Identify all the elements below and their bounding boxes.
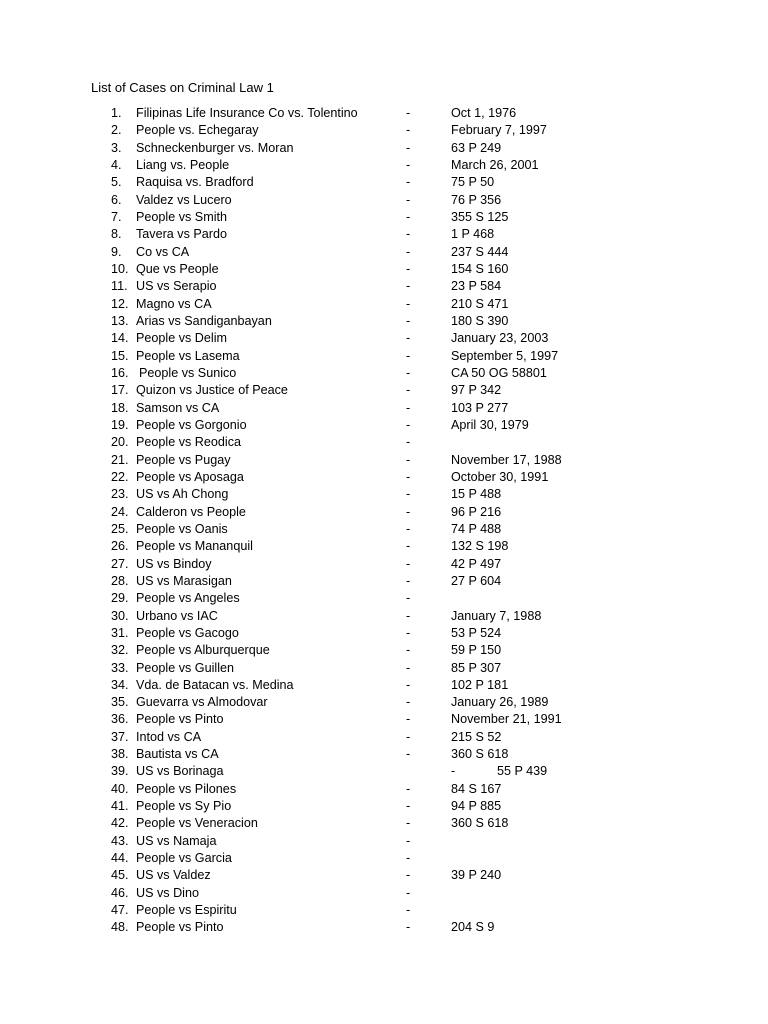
case-row — [0, 538, 768, 555]
case-number: 28. — [111, 573, 129, 588]
case-citation: 27 P 604 — [451, 573, 502, 588]
case-citation: September 5, 1997 — [451, 348, 559, 363]
case-name: People vs Veneracion — [136, 816, 258, 831]
case-separator: - — [406, 331, 411, 346]
case-separator: - — [406, 556, 411, 571]
case-row — [0, 296, 768, 313]
case-row — [0, 486, 768, 503]
case-separator: - — [406, 521, 411, 536]
case-number: 8. — [111, 227, 122, 242]
case-separator: - — [406, 296, 411, 311]
case-citation: 210 S 471 — [451, 296, 509, 311]
case-number: 16. — [111, 365, 129, 380]
case-number: 23. — [111, 487, 129, 502]
case-name: Co vs CA — [136, 244, 190, 259]
case-citation: 360 S 618 — [451, 816, 509, 831]
case-citation: 355 S 125 — [451, 209, 509, 224]
case-name: People vs Garcia — [136, 851, 232, 866]
case-number: 7. — [111, 209, 122, 224]
case-name: People vs Pinto — [136, 920, 224, 935]
case-separator: - — [406, 279, 411, 294]
case-row — [0, 919, 768, 936]
case-number: 44. — [111, 851, 129, 866]
case-number: 45. — [111, 868, 129, 883]
case-number: 9. — [111, 244, 122, 259]
case-row — [0, 365, 768, 382]
case-separator: - — [406, 192, 411, 207]
case-separator: - — [406, 729, 411, 744]
case-citation-extra: 55 P 439 — [497, 764, 548, 779]
case-separator: - — [406, 365, 411, 380]
case-row — [0, 677, 768, 694]
case-name: Guevarra vs Almodovar — [136, 695, 268, 710]
case-name: Que vs People — [136, 261, 219, 276]
case-citation: 59 P 150 — [451, 643, 502, 658]
case-separator: - — [406, 469, 411, 484]
case-row — [0, 521, 768, 538]
case-separator: - — [406, 504, 411, 519]
case-citation: 215 S 52 — [451, 729, 502, 744]
case-name: Arias vs Sandiganbayan — [136, 313, 272, 328]
case-citation: April 30, 1979 — [451, 417, 529, 432]
case-number: 43. — [111, 833, 129, 848]
case-number: 38. — [111, 747, 129, 762]
case-row — [0, 798, 768, 815]
case-name: People vs Pinto — [136, 712, 224, 727]
case-number: 26. — [111, 539, 129, 554]
case-citation: March 26, 2001 — [451, 157, 539, 172]
case-number: 18. — [111, 400, 129, 415]
case-name: People vs. Echegaray — [136, 123, 259, 138]
case-name: Intod vs CA — [136, 729, 202, 744]
case-number: 25. — [111, 521, 129, 536]
case-citation: February 7, 1997 — [451, 123, 547, 138]
case-number: 35. — [111, 695, 129, 710]
case-row — [0, 729, 768, 746]
case-name: People vs Alburquerque — [136, 643, 270, 658]
case-row — [0, 504, 768, 521]
case-row — [0, 192, 768, 209]
case-name: US vs Namaja — [136, 833, 217, 848]
case-separator: - — [406, 244, 411, 259]
case-number: 14. — [111, 331, 129, 346]
case-citation: 1 P 468 — [451, 227, 495, 242]
case-row — [0, 660, 768, 677]
case-separator: - — [406, 747, 411, 762]
case-citation: Oct 1, 1976 — [451, 106, 517, 120]
case-number: 32. — [111, 643, 129, 658]
case-citation: 42 P 497 — [451, 556, 502, 571]
case-number: 6. — [111, 192, 122, 207]
case-separator: - — [406, 868, 411, 883]
case-number: 24. — [111, 504, 129, 519]
case-separator: - — [406, 851, 411, 866]
case-separator: - — [406, 591, 411, 606]
case-name: People vs Aposaga — [136, 469, 244, 484]
case-separator: - — [406, 573, 411, 588]
case-citation: 97 P 342 — [451, 383, 502, 398]
case-row — [0, 885, 768, 902]
case-separator: - — [406, 140, 411, 155]
case-citation: 154 S 160 — [451, 261, 509, 276]
case-row — [0, 694, 768, 711]
case-row — [0, 902, 768, 919]
case-citation: - — [451, 764, 456, 779]
case-row — [0, 140, 768, 157]
case-separator: - — [406, 209, 411, 224]
case-citation: 85 P 307 — [451, 660, 502, 675]
case-number: 3. — [111, 140, 122, 155]
case-separator: - — [406, 157, 411, 172]
case-name: People vs Espiritu — [136, 903, 237, 918]
case-name: Quizon vs Justice of Peace — [136, 383, 288, 398]
case-row — [0, 850, 768, 867]
case-name: People vs Pilones — [136, 781, 237, 796]
case-separator: - — [406, 643, 411, 658]
case-separator: - — [406, 417, 411, 432]
case-row — [0, 278, 768, 295]
case-row — [0, 469, 768, 486]
case-number: 5. — [111, 175, 122, 190]
case-separator: - — [406, 677, 411, 692]
case-name: Valdez vs Lucero — [136, 192, 232, 207]
case-citation: 39 P 240 — [451, 868, 502, 883]
case-citation: November 21, 1991 — [451, 712, 562, 727]
case-number: 36. — [111, 712, 129, 727]
case-citation: 23 P 584 — [451, 279, 502, 294]
case-separator: - — [406, 816, 411, 831]
case-name: People vs Gorgonio — [136, 417, 247, 432]
case-row — [0, 833, 768, 850]
case-separator: - — [406, 781, 411, 796]
case-row — [0, 330, 768, 347]
case-row — [0, 313, 768, 330]
case-number: 31. — [111, 625, 129, 640]
case-citation: 180 S 390 — [451, 313, 509, 328]
case-name: People vs Angeles — [136, 591, 240, 606]
case-separator: - — [406, 348, 411, 363]
case-row — [0, 157, 768, 174]
case-separator: - — [406, 106, 411, 120]
case-row — [0, 590, 768, 607]
case-separator: - — [406, 383, 411, 398]
case-name: People vs Mananquil — [136, 539, 253, 554]
case-citation: 237 S 444 — [451, 244, 509, 259]
case-separator: - — [406, 903, 411, 918]
case-row — [0, 209, 768, 226]
case-number: 4. — [111, 157, 122, 172]
case-citation: 360 S 618 — [451, 747, 509, 762]
case-number: 15. — [111, 348, 129, 363]
case-number: 21. — [111, 452, 129, 467]
case-name: People vs Sunico — [139, 365, 237, 380]
case-list — [0, 105, 768, 937]
case-row — [0, 556, 768, 573]
case-row — [0, 815, 768, 832]
case-number: 13. — [111, 313, 129, 328]
case-row — [0, 122, 768, 139]
case-row — [0, 625, 768, 642]
case-citation: January 23, 2003 — [451, 331, 549, 346]
case-citation: 63 P 249 — [451, 140, 502, 155]
case-name: People vs Delim — [136, 331, 227, 346]
page-title: List of Cases on Criminal Law 1 — [91, 80, 274, 95]
case-row — [0, 781, 768, 798]
case-separator: - — [406, 261, 411, 276]
case-row — [0, 400, 768, 417]
case-separator: - — [406, 539, 411, 554]
case-name: People vs Guillen — [136, 660, 235, 675]
case-row — [0, 867, 768, 884]
case-separator: - — [406, 660, 411, 675]
case-number: 42. — [111, 816, 129, 831]
case-citation: 96 P 216 — [451, 504, 502, 519]
case-separator: - — [406, 799, 411, 814]
case-number: 37. — [111, 729, 129, 744]
case-number: 27. — [111, 556, 129, 571]
case-row — [0, 244, 768, 261]
case-number: 10. — [111, 261, 129, 276]
case-name: US vs Bindoy — [136, 556, 212, 571]
case-name: US vs Valdez — [136, 868, 211, 883]
case-name: Bautista vs CA — [136, 747, 219, 762]
case-name: People vs Smith — [136, 209, 227, 224]
case-separator: - — [406, 885, 411, 900]
case-row — [0, 382, 768, 399]
case-separator: - — [406, 400, 411, 415]
case-citation: 75 P 50 — [451, 175, 495, 190]
case-citation: November 17, 1988 — [451, 452, 562, 467]
case-name: Tavera vs Pardo — [136, 227, 227, 242]
case-row — [0, 608, 768, 625]
case-number: 1. — [111, 106, 122, 120]
case-name: Samson vs CA — [136, 400, 220, 415]
case-name: Filipinas Life Insurance Co vs. Tolentino — [136, 106, 358, 120]
case-row — [0, 452, 768, 469]
case-name: Vda. de Batacan vs. Medina — [136, 677, 294, 692]
case-number: 11. — [111, 279, 128, 294]
case-number: 48. — [111, 920, 129, 935]
case-separator: - — [406, 175, 411, 190]
case-citation: 103 P 277 — [451, 400, 509, 415]
case-citation: 132 S 198 — [451, 539, 509, 554]
case-number: 22. — [111, 469, 129, 484]
case-separator: - — [406, 487, 411, 502]
case-name: People vs Gacogo — [136, 625, 239, 640]
case-name: People vs Reodica — [136, 435, 242, 450]
case-citation: 204 S 9 — [451, 920, 495, 935]
case-separator: - — [406, 313, 411, 328]
case-number: 33. — [111, 660, 129, 675]
case-separator: - — [406, 712, 411, 727]
case-number: 34. — [111, 677, 129, 692]
case-citation: CA 50 OG 58801 — [451, 365, 547, 380]
case-number: 30. — [111, 608, 129, 623]
case-separator: - — [406, 123, 411, 138]
case-row — [0, 711, 768, 728]
case-citation: 15 P 488 — [451, 487, 502, 502]
case-number: 41. — [111, 799, 129, 814]
case-number: 2. — [111, 123, 122, 138]
case-citation: January 7, 1988 — [451, 608, 542, 623]
case-citation: 53 P 524 — [451, 625, 502, 640]
case-name: Calderon vs People — [136, 504, 246, 519]
case-citation: 74 P 488 — [451, 521, 502, 536]
case-separator: - — [406, 920, 411, 935]
case-name: US vs Dino — [136, 885, 199, 900]
case-separator: - — [406, 435, 411, 450]
case-citation: 76 P 356 — [451, 192, 502, 207]
case-row — [0, 348, 768, 365]
case-citation: October 30, 1991 — [451, 469, 549, 484]
case-separator: - — [406, 608, 411, 623]
case-name: People vs Lasema — [136, 348, 240, 363]
case-number: 12. — [111, 296, 129, 311]
case-citation: 94 P 885 — [451, 799, 502, 814]
case-name: Urbano vs IAC — [136, 608, 218, 623]
case-name: Schneckenburger vs. Moran — [136, 140, 294, 155]
case-row — [0, 261, 768, 278]
case-name: Raquisa vs. Bradford — [136, 175, 254, 190]
case-row — [0, 642, 768, 659]
case-citation: January 26, 1989 — [451, 695, 549, 710]
case-name: US vs Serapio — [136, 279, 217, 294]
case-row — [0, 226, 768, 243]
case-number: 47. — [111, 903, 129, 918]
case-row — [0, 434, 768, 451]
case-number: 17. — [111, 383, 129, 398]
case-row — [0, 763, 768, 780]
case-separator: - — [406, 452, 411, 467]
case-separator: - — [406, 227, 411, 242]
case-number: 20. — [111, 435, 129, 450]
case-citation: 84 S 167 — [451, 781, 502, 796]
case-name: Liang vs. People — [136, 157, 230, 172]
case-number: 29. — [111, 591, 129, 606]
case-citation: 102 P 181 — [451, 677, 509, 692]
case-number: 19. — [111, 417, 129, 432]
case-separator: - — [406, 695, 411, 710]
case-number: 46. — [111, 885, 129, 900]
case-name: US vs Ah Chong — [136, 487, 229, 502]
case-name: Magno vs CA — [136, 296, 212, 311]
case-name: People vs Pugay — [136, 452, 231, 467]
case-number: 40. — [111, 781, 129, 796]
case-separator: - — [406, 625, 411, 640]
case-row — [0, 417, 768, 434]
case-row — [0, 746, 768, 763]
case-row — [0, 174, 768, 191]
case-row — [0, 573, 768, 590]
case-name: US vs Marasigan — [136, 573, 232, 588]
case-name: People vs Sy Pio — [136, 799, 232, 814]
case-number: 39. — [111, 764, 129, 779]
case-name: People vs Oanis — [136, 521, 228, 536]
case-row — [0, 105, 768, 122]
case-name: US vs Borinaga — [136, 764, 224, 779]
case-separator: - — [406, 833, 411, 848]
